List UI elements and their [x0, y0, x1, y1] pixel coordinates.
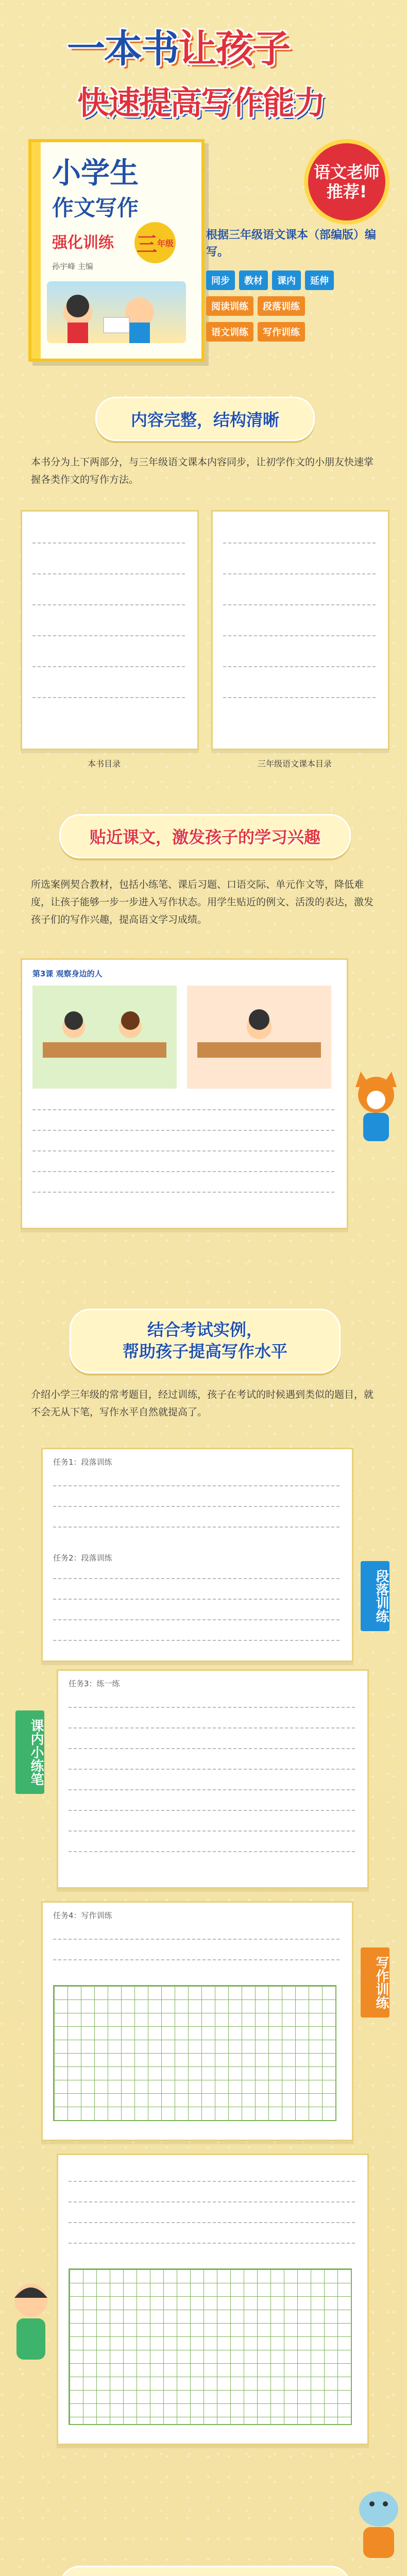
text-line — [69, 1810, 357, 1811]
tag-6: 段落训练 — [258, 296, 305, 316]
caption-right: 三年级语文课本目录 — [258, 759, 332, 769]
toc-line — [223, 543, 378, 544]
text-line — [69, 2181, 357, 2182]
text-line — [69, 2222, 357, 2223]
text-line — [69, 1851, 357, 1852]
tag-7: 语文训练 — [206, 322, 253, 342]
book-grade-suffix: 年级 — [157, 238, 174, 248]
exercise-1-title: 任务1：段落训练 — [53, 1458, 112, 1467]
text-line — [53, 1527, 342, 1528]
text-line — [69, 1769, 357, 1770]
section4-banner — [59, 2566, 351, 2576]
toc-panel-left — [21, 510, 199, 750]
tag-row-3 — [206, 322, 305, 342]
book-grade: 三 — [136, 232, 157, 257]
writing-grid — [69, 2268, 352, 2425]
text-line — [69, 2201, 357, 2202]
toc-line — [32, 635, 187, 636]
text-line — [69, 1789, 357, 1790]
book-cover — [28, 139, 205, 362]
exercise-3-title: 任务3：练一练 — [69, 1679, 120, 1688]
tag-8: 写作训练 — [258, 322, 305, 342]
hero-description: 根据三年级语文课本（部编版）编写。 — [206, 229, 377, 259]
hippo-mascot — [355, 2483, 402, 2561]
toc-line — [32, 543, 187, 544]
recommend-line-2: 推荐! — [326, 182, 367, 201]
toc-line — [32, 666, 187, 667]
recommend-badge — [304, 139, 389, 225]
exercise-4-title: 任务4：写作训练 — [53, 1911, 112, 1920]
text-line — [53, 1599, 342, 1600]
lesson-panel — [21, 958, 348, 1229]
text-line — [32, 1192, 336, 1193]
text-line — [53, 1619, 342, 1620]
text-line — [32, 1150, 336, 1151]
text-line — [53, 1640, 342, 1641]
tag-3: 课内 — [272, 270, 301, 290]
book-cover-illustration — [47, 281, 186, 343]
exercise-panel-2 — [57, 1669, 369, 1889]
ribbon-class-practice: 课内小练笔 — [15, 1710, 44, 1794]
text-line — [69, 1727, 357, 1728]
toc-line — [223, 697, 378, 698]
toc-line — [223, 666, 378, 667]
text-line — [69, 2243, 357, 2244]
book-grade-badge — [134, 222, 176, 263]
exercise-panel-4 — [57, 2154, 369, 2445]
classroom-illustration — [32, 986, 177, 1089]
tag-5: 阅读训练 — [206, 296, 253, 316]
toc-line — [223, 604, 378, 605]
text-line — [69, 1831, 357, 1832]
classroom-illustration-2 — [187, 986, 331, 1089]
book-spine — [31, 142, 41, 359]
toc-panel-right — [211, 510, 389, 750]
toc-line — [32, 573, 187, 574]
ribbon-paragraph-training: 段落训练 — [361, 1561, 389, 1631]
section2-text: 所选案例契合教材，包括小练笔、课后习题、口语交际、单元作文等，降低难度，让孩子能够一步一步进入写作状态。用学生贴近的例文、活泼的表达，激发孩子们的写作兴趣，提高语文学习成绩。 — [31, 879, 374, 926]
text-line — [32, 1130, 336, 1131]
recommend-line-1: 语文老师 — [313, 162, 380, 182]
toc-line — [32, 604, 187, 605]
toc-line — [223, 635, 378, 636]
hero-subtitle-part-b: 快速提高 — [77, 84, 201, 122]
toc-line — [32, 697, 187, 698]
lesson-panel-title: 第3课 观察身边的人 — [32, 969, 103, 978]
hero-subtitle — [77, 77, 325, 123]
hero-subtitle-part-c: 写作能力 — [201, 84, 325, 122]
text-line — [32, 1109, 336, 1110]
section1-text: 本书分为上下两部分，与三年级语文课本内容同步，让初学作文的小朋友快速掌握各类作文的写作方法。 — [31, 456, 374, 486]
section3-banner-line-2: 帮助孩子提高写作水平 — [122, 1342, 287, 1361]
hero-title-part-a: 一本书 — [67, 27, 178, 71]
section1-banner: 内容完整，结构清晰 — [95, 397, 315, 441]
kid-mascot — [5, 2277, 57, 2365]
toc-line — [223, 573, 378, 574]
text-line — [53, 1485, 342, 1486]
hero-section — [0, 0, 407, 371]
tag-2: 教材 — [239, 270, 268, 290]
book-title: 小学生 — [52, 157, 139, 190]
text-line — [53, 1939, 342, 1940]
section3-banner-line-1: 结合考试实例， — [147, 1320, 263, 1340]
hero-title — [67, 27, 290, 71]
writing-grid — [53, 1985, 336, 2121]
text-line — [53, 1578, 342, 1579]
book-series: 强化训练 — [52, 234, 114, 252]
hero-title-accent: 让孩子 — [178, 27, 290, 71]
book-subtitle: 作文写作 — [52, 195, 139, 221]
tag-1: 同步 — [206, 270, 235, 290]
ribbon-writing-training: 写作训练 — [361, 1947, 389, 2018]
fox-mascot — [350, 1061, 402, 1144]
text-line — [69, 1707, 357, 1708]
text-line — [53, 1506, 342, 1507]
tag-4: 延伸 — [305, 270, 334, 290]
tag-row-1 — [206, 270, 334, 290]
tag-row-2 — [206, 296, 305, 316]
caption-left: 本书目录 — [88, 759, 121, 769]
section3-text: 介绍小学三年级的常考题目，经过训练，孩子在考试的时候遇到类似的题目，就不会无从下笔，写作水平自然就提高了。 — [31, 1389, 374, 1418]
section2-banner: 贴近课文，激发孩子的学习兴趣 — [59, 814, 351, 858]
text-line — [32, 1171, 336, 1172]
exercise-2-title: 任务2：段落训练 — [53, 1553, 112, 1563]
book-author: 孙宇峰 主编 — [52, 262, 93, 271]
section3-banner — [70, 1309, 341, 1374]
exercise-panel-3 — [41, 1901, 353, 2141]
text-line — [53, 1959, 342, 1960]
text-line — [69, 1748, 357, 1749]
exercise-panel-1 — [41, 1448, 353, 1662]
